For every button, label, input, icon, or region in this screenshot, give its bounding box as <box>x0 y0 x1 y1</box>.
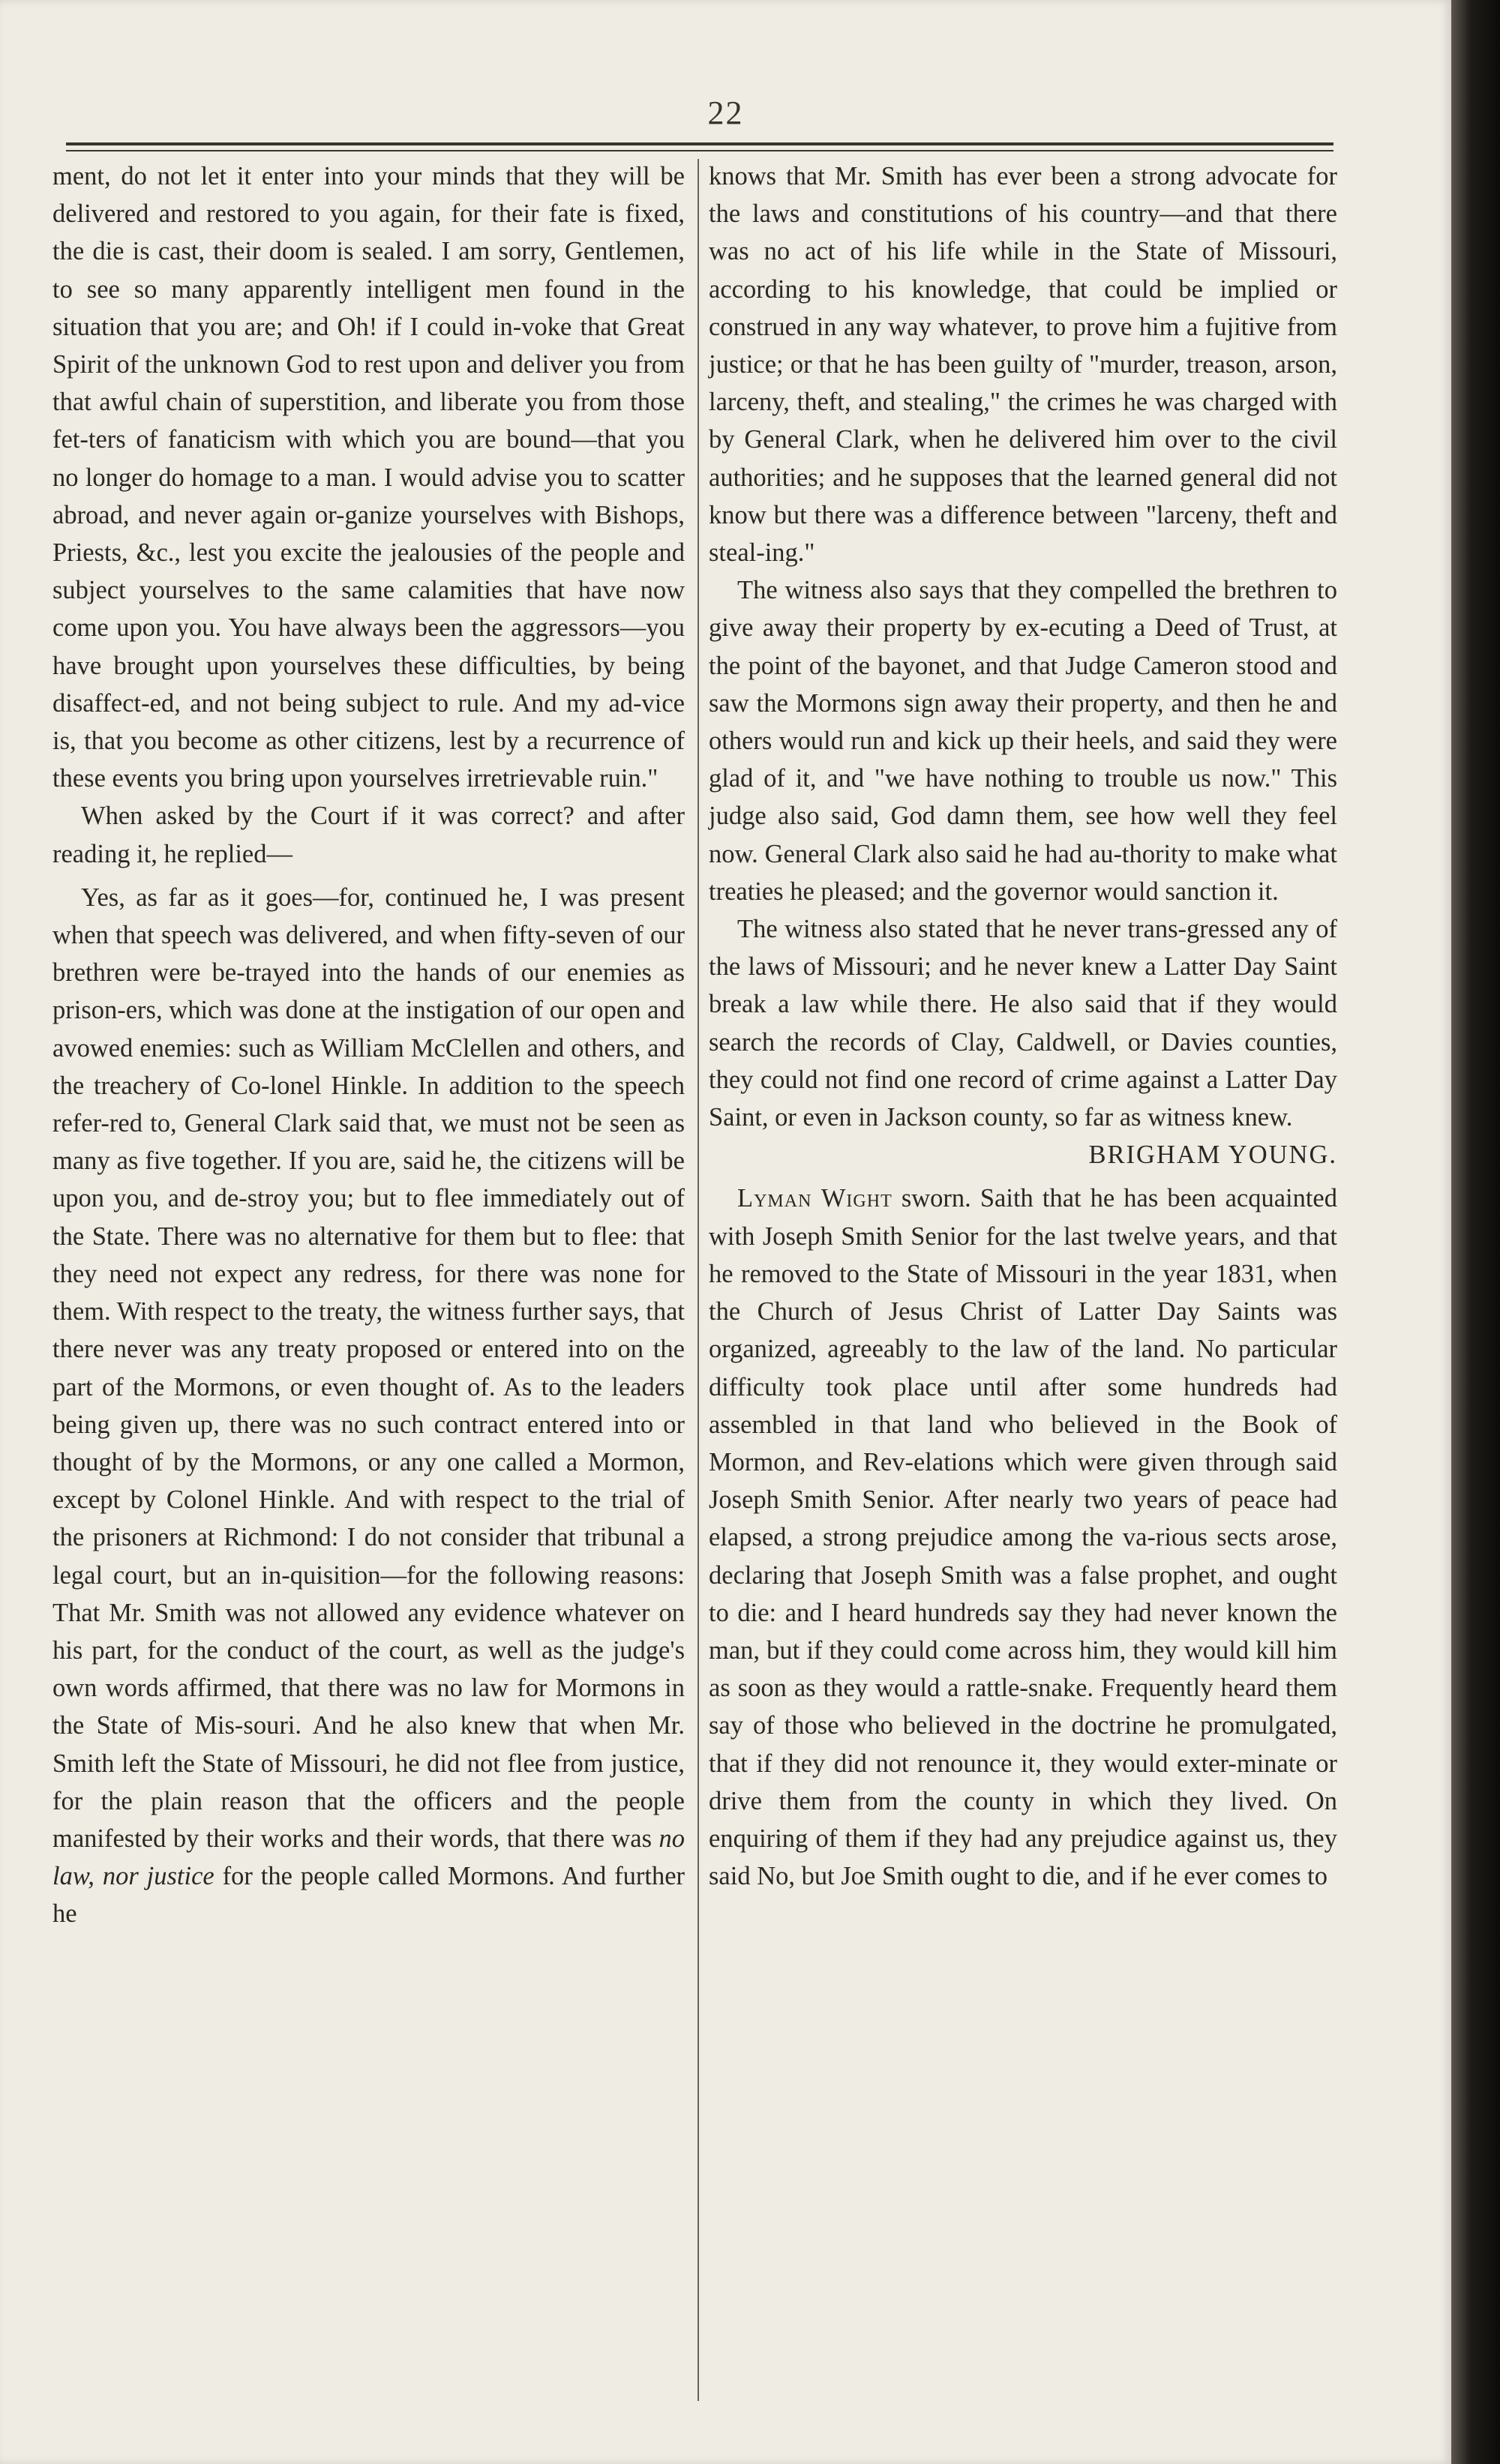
page-number: 22 <box>707 94 744 131</box>
header-rule <box>66 142 1334 145</box>
paragraph: knows that Mr. Smith has ever been a strong advocate for the laws and constitutions of his country—and that there was no act of his life while in the State of Missouri, according to his knowledge, that could be implied or construed in any way whatever, to prove him a fujitive from justice; or that he has been guilty of "murder, treason, arson, larceny, theft, and stealing," the crimes he was charged with by General Clark, when he delivered him over to the civil authorities; and he supposes that the learned general did not know but there was a difference between "larceny, theft and steal-ing." <box>709 162 1337 568</box>
right-column <box>709 157 1337 1895</box>
witness-name: Lyman Wight <box>737 1184 892 1213</box>
paragraph-text: Yes, as far as it goes—for, continued he, I was present when that speech was delivered, and when fifty-seven of our brethren were be-trayed into the hands of our enemies as prison-ers, which was done at the instigation of our open and avowed enemies: such as William McClellen and others, and the treachery of Co-lonel Hinkle. In addition to the speech refer-red to, General Clark said that, we must not be seen as many as five together. If you are, said he, the citizens will be upon you, and de-stroy you; but to flee immediately out of the State. There was no alternative for them but to flee: that they need not expect any redress, for there was none for them. With respect to the treaty, the witness further says, that there never was any treaty proposed or entered into on the part of the Mormons, or even thought of. As to the leaders being given up, there was no such contract entered into or thought of by the Mormons, or any one called a Mormon, except by Colonel Hinkle. And with respect to the trial of the prisoners at Richmond: I do not consider that tribunal a legal court, but an in-quisition—for the following reasons: That Mr. Smith was not allowed any evidence whatever on his part, for the conduct of the court, as well as the judge's own words affirmed, that there was no law for Mormons in the State of Mis-souri. And he also knew that when Mr. Smith left the State of Missouri, he did not flee from justice, for the plain reason that the officers and the people manifested by their works and their words, that there was <box>52 883 685 1853</box>
paragraph-text: for the people called Mormons. And further he <box>52 1862 686 1929</box>
paragraph <box>709 1180 1337 1895</box>
paragraph: The witness also stated that he never trans-gressed any of the laws of Missouri; and he never knew a Latter Day Saint break a law while there. He also said that if they would search the records of Clay, Caldwell, or Davies counties, they could not find one record of crime against a Latter Day Saint, or even in Jackson county, so far as witness knew. <box>709 915 1337 1132</box>
paragraph: When asked by the Court if it was correct? and after reading it, he replied— <box>52 802 685 868</box>
italic-emphasis: no law, nor justice <box>52 1824 685 1891</box>
signature: BRIGHAM YOUNG. <box>1088 1141 1337 1170</box>
column-divider <box>698 159 699 2401</box>
paragraph <box>52 879 685 1933</box>
left-column <box>52 157 685 1933</box>
paragraph: ment, do not let it enter into your minds that they will be delivered and restored to you again, for their fate is fixed, the die is cast, their doom is sealed. I am sorry, Gentlemen, to see so many apparently intelligent men found in the situation that you are; and Oh! if I could in-voke that Great Spirit of the unknown God to rest upon and deliver you from that awful chain of superstition, and liberate you from those fet-ters of fanaticism with which you are bound—that you no longer do homage to a man. I would advise you to scatter abroad, and never again or-ganize yourselves with Bishops, Priests, &c., lest you excite the jealousies of the people and subject yourselves to the same calamities that have now come upon you. You have always been the aggressors—you have brought upon yourselves these difficulties, by being disaffect-ed, and not being subject to rule. And my ad-vice is, that you become as other citizens, lest by a recurrence of these events you bring upon yourselves irretrievable ruin." <box>52 162 685 793</box>
book-binding-edge <box>1451 0 1500 2464</box>
header-rule-thin <box>66 150 1334 151</box>
paragraph-text: sworn. Saith that he has been acquainted with Joseph Smith Senior for the last twelve years, and that he removed to the State of Missouri in the year 1831, when the Church of Jesus Christ of Latter Day Saints was organized, agreeably to the law of the land. No particular difficulty took place until after some hundreds had assembled in that land who believed in the Book of Mormon, and Rev-elations which were given through said Joseph Smith Senior. After nearly two years of peace had elapsed, a strong prejudice among the va-rious sects arose, declaring that Joseph Smith was a false prophet, and ought to die: and I heard hundreds say they had never known the man, but if they could come across him, they would kill him as soon as they would a rattle-snake. Frequently heard them say of those who believed in the doctrine he promulgated, that if they did not renounce it, they would exter-minate or drive them from the county in which they lived. On enquiring of them if they had any prejudice against us, they said No, but Joe Smith ought to die, and if he ever comes to <box>709 1184 1337 1891</box>
paragraph: The witness also says that they compelled the brethren to give away their property by ex-ecuting a Deed of Trust, at the point of the bayonet, and that Judge Cameron stood and saw the Mormons sign away their property, and then he and others would run and kick up their heels, and said they were glad of it, and "we have nothing to trouble us now." This judge also said, God damn them, see how well they feel now. General Clark also said he had au-thority to make what treaties he pleased; and the governor would sanction it. <box>709 576 1337 906</box>
